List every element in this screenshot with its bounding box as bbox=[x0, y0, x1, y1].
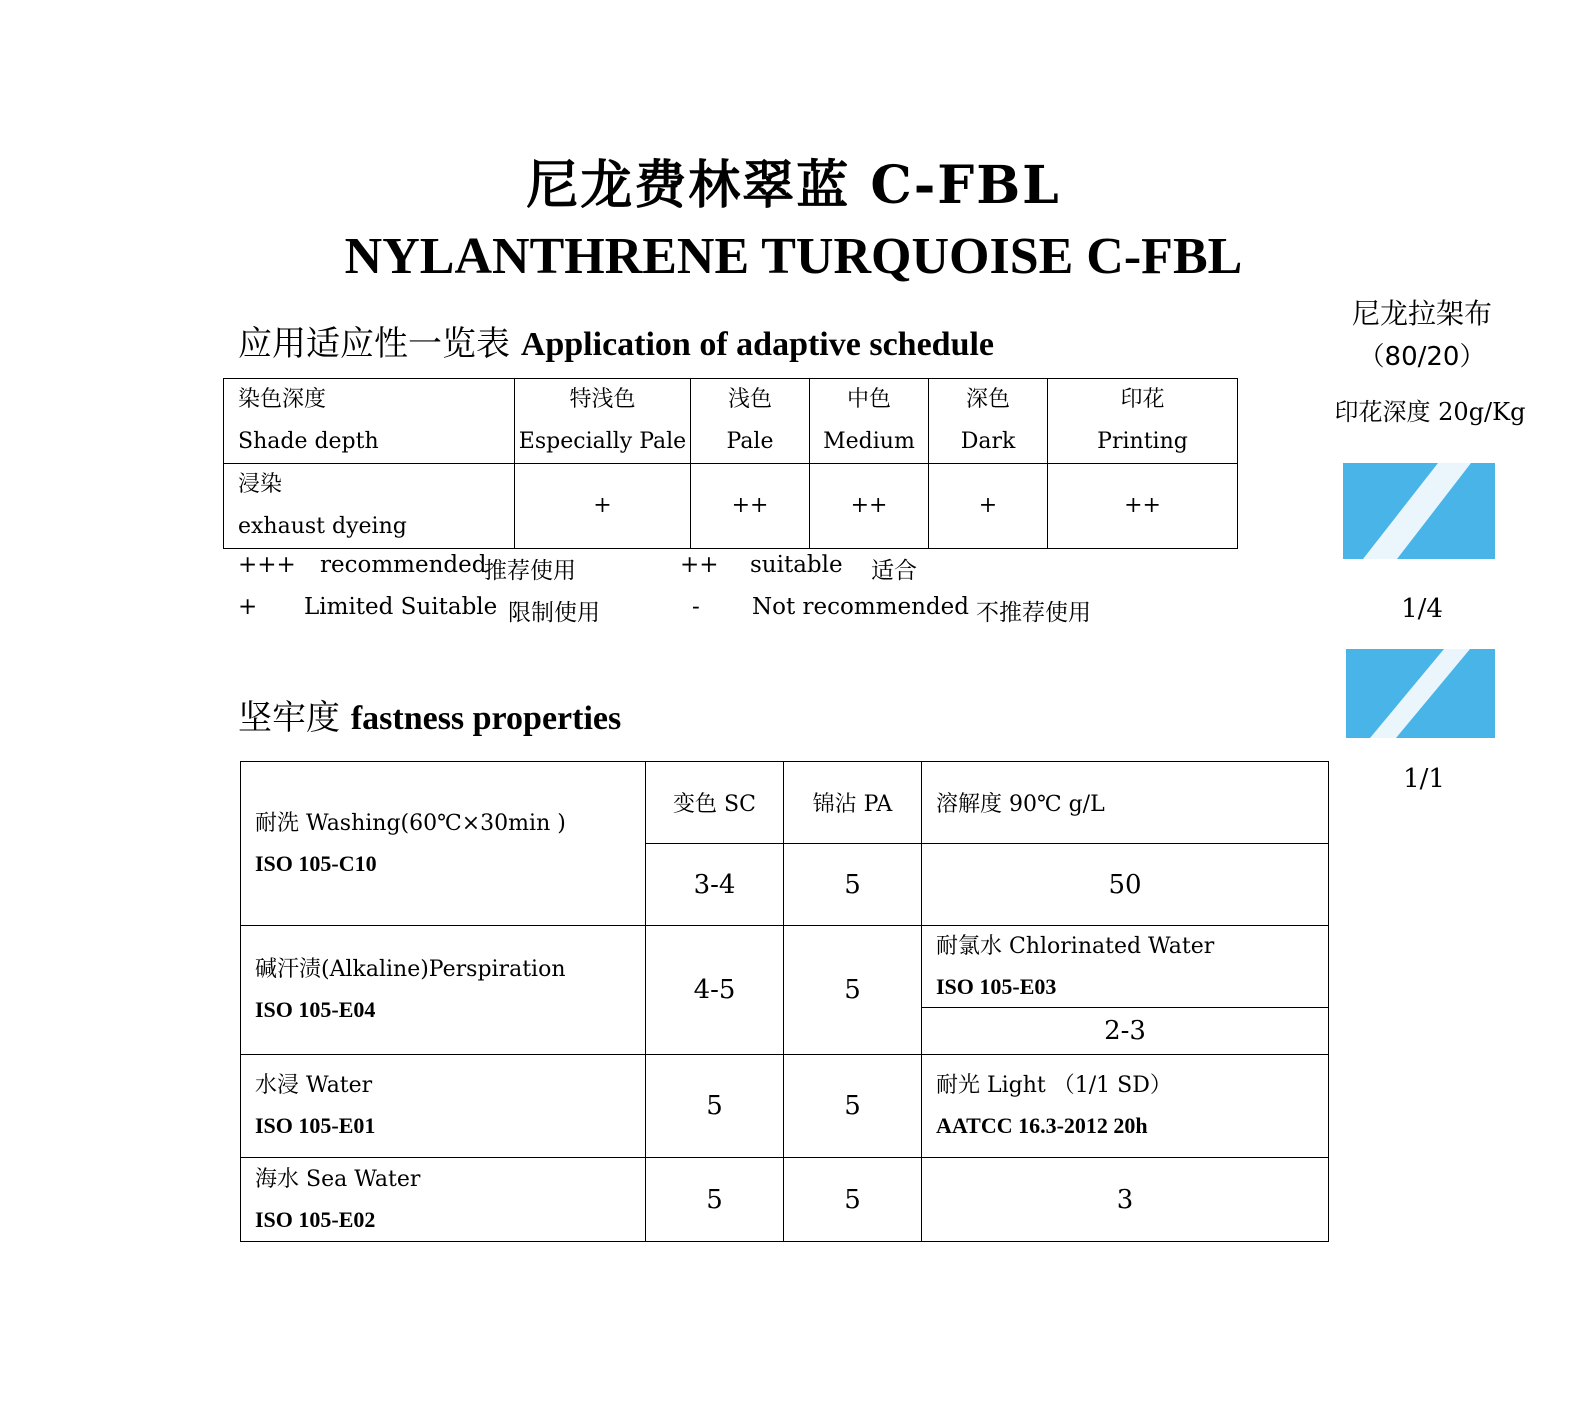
fastness-table bbox=[240, 761, 1329, 1242]
sea-sc: 5 bbox=[646, 1158, 784, 1242]
application-table bbox=[223, 378, 1238, 549]
legend-symbol-4: - bbox=[692, 594, 700, 620]
application-row-exhaust bbox=[224, 464, 1238, 549]
chlorinated-cell bbox=[922, 926, 1329, 1008]
washing-sc: 3-4 bbox=[646, 844, 784, 926]
application-heading bbox=[238, 316, 994, 365]
legend-en-3: Limited Suitable bbox=[304, 594, 498, 620]
col-sc-header: 变色 SC bbox=[646, 762, 784, 844]
light-iso: AATCC 16.3-2012 20h bbox=[936, 1113, 1148, 1138]
alkaline-cell bbox=[241, 926, 646, 1055]
sea-label: 海水 Sea Water bbox=[255, 1166, 421, 1192]
fastness-heading-cn: 坚牢度 bbox=[238, 698, 340, 738]
fastness-heading-en: fastness properties bbox=[350, 700, 622, 737]
legend-en-1: recommended bbox=[320, 552, 487, 578]
legend-symbol-1: +++ bbox=[238, 552, 296, 578]
chlorinated-value: 2-3 bbox=[922, 1008, 1329, 1055]
value-medium: ++ bbox=[810, 464, 929, 549]
fastness-row-header bbox=[241, 762, 1329, 844]
legend-cn-1: 推荐使用 bbox=[484, 558, 576, 584]
swatch-quarter bbox=[1343, 463, 1495, 559]
application-header-row bbox=[224, 379, 1238, 464]
header-printing: 印花 Printing bbox=[1048, 379, 1238, 464]
light-cell bbox=[922, 1055, 1329, 1158]
light-label: 耐光 Light （1/1 SD） bbox=[936, 1073, 1172, 1098]
header-medium: 中色 Medium bbox=[810, 379, 929, 464]
row-label-exhaust: 浸染 exhaust dyeing bbox=[224, 464, 515, 549]
swatch-quarter-stripe bbox=[1343, 463, 1495, 559]
value-especially-pale: + bbox=[515, 464, 691, 549]
alkaline-row bbox=[241, 926, 1329, 1008]
washing-pa: 5 bbox=[784, 844, 922, 926]
water-pa: 5 bbox=[784, 1055, 922, 1158]
water-label: 水浸 Water bbox=[255, 1073, 373, 1098]
header-shade-depth: 染色深度 Shade depth bbox=[224, 379, 515, 464]
header-especially-pale: 特浅色 Especially Pale bbox=[515, 379, 691, 464]
water-sc: 5 bbox=[646, 1055, 784, 1158]
sample-fabric: 尼龙拉架布 bbox=[1351, 297, 1492, 330]
sea-pa: 5 bbox=[784, 1158, 922, 1242]
swatch-label-full: 1/1 bbox=[1403, 764, 1445, 794]
alkaline-sc: 4-5 bbox=[646, 926, 784, 1055]
washing-iso: ISO 105-C10 bbox=[255, 850, 377, 876]
chlorinated-label: 耐氯水 Chlorinated Water bbox=[936, 933, 1215, 959]
sea-iso: ISO 105-E02 bbox=[255, 1206, 376, 1232]
application-heading-cn: 应用适应性一览表 bbox=[238, 324, 510, 364]
title-chinese: 尼龙费林翠蓝 C-FBL bbox=[526, 155, 1061, 216]
sample-ratio: （80/20） bbox=[1358, 342, 1486, 372]
value-printing: ++ bbox=[1048, 464, 1238, 549]
washing-label: 耐洗 Washing(60℃×30min ) bbox=[255, 810, 566, 836]
water-row bbox=[241, 1055, 1329, 1158]
value-pale: ++ bbox=[691, 464, 810, 549]
header-pale: 浅色 Pale bbox=[691, 379, 810, 464]
legend-cn-3: 限制使用 bbox=[508, 600, 600, 626]
legend-cn-2: 适合 bbox=[871, 558, 917, 584]
application-heading-en: Application of adaptive schedule bbox=[520, 326, 995, 363]
water-iso: ISO 105-E01 bbox=[255, 1113, 376, 1138]
alkaline-iso: ISO 105-E04 bbox=[255, 997, 376, 1022]
sea-cell bbox=[241, 1158, 646, 1242]
title-english: NYLANTHRENE TURQUOISE C-FBL bbox=[344, 228, 1243, 285]
value-dark: + bbox=[929, 464, 1048, 549]
legend-cn-4: 不推荐使用 bbox=[976, 600, 1091, 626]
swatch-label-quarter: 1/4 bbox=[1401, 594, 1443, 624]
light-value: 3 bbox=[922, 1158, 1329, 1242]
washing-cell bbox=[241, 762, 646, 926]
sea-row bbox=[241, 1158, 1329, 1242]
swatch-full-stripe bbox=[1346, 649, 1495, 738]
legend-symbol-2: ++ bbox=[680, 552, 719, 578]
fastness-heading bbox=[238, 690, 621, 739]
swatch-full bbox=[1346, 649, 1495, 738]
alkaline-pa: 5 bbox=[784, 926, 922, 1055]
solubility-value: 50 bbox=[922, 844, 1329, 926]
legend-en-4: Not recommended bbox=[752, 594, 969, 620]
legend-symbol-3: + bbox=[238, 594, 258, 620]
legend-en-2: suitable bbox=[750, 552, 843, 578]
sample-depth: 印花深度 20g/Kg bbox=[1334, 398, 1526, 426]
chlorinated-iso: ISO 105-E03 bbox=[936, 973, 1057, 999]
water-cell bbox=[241, 1055, 646, 1158]
col-pa-header: 锦沾 PA bbox=[784, 762, 922, 844]
alkaline-label: 碱汗渍(Alkaline)Perspiration bbox=[255, 957, 566, 982]
col-solubility-header: 溶解度 90℃ g/L bbox=[922, 762, 1329, 844]
header-dark: 深色 Dark bbox=[929, 379, 1048, 464]
